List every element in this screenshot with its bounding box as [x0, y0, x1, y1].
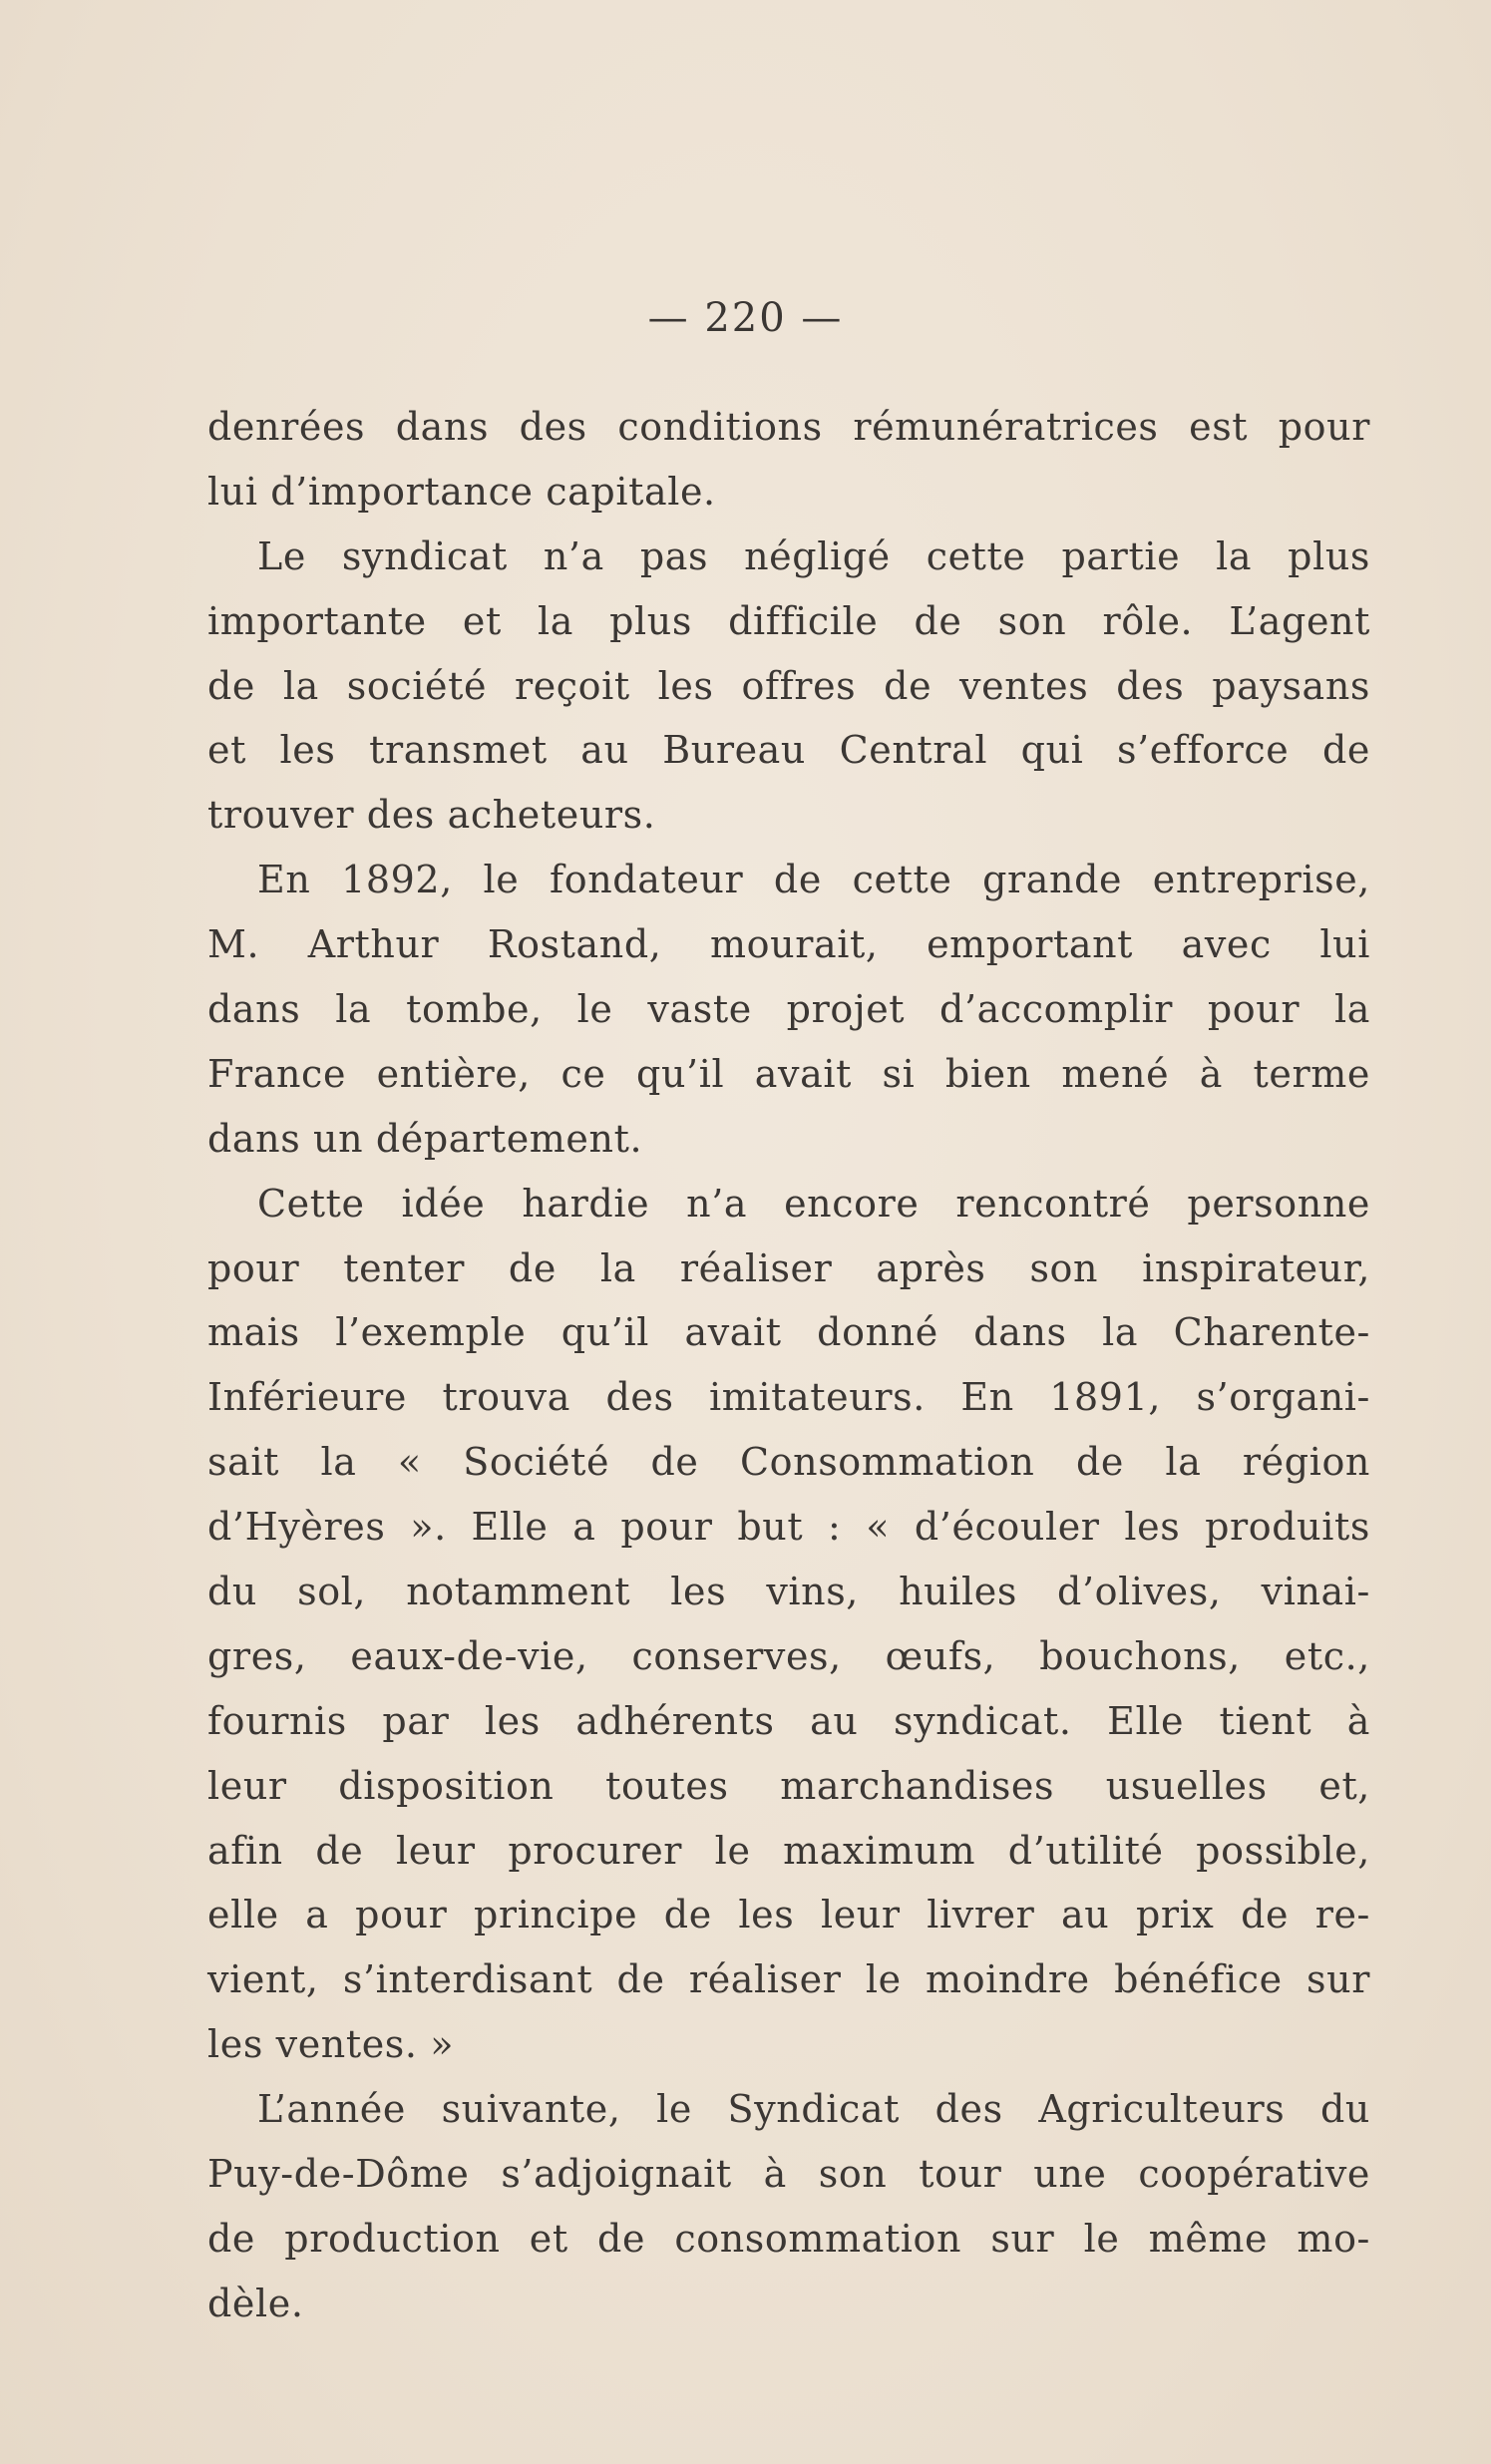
text-line: mais l’exemple qu’il avait donné dans la Charente-: [207, 1310, 1370, 1355]
text-line: dans un département.: [207, 1116, 643, 1161]
text-line: lui d’importance capitale.: [207, 469, 716, 514]
text-line: de production et de consommation sur le même mo-: [207, 2216, 1370, 2261]
text-line: En 1892, le fondateur de cette grande entreprise,: [257, 858, 1370, 902]
text-line: leur disposition toutes marchandises usuelles et,: [207, 1763, 1370, 1808]
text-line: Inférieure trouva des imitateurs. En 1891, s’organi-: [207, 1375, 1370, 1420]
text-line: dans la tombe, le vaste projet d’accomplir pour la: [207, 987, 1370, 1032]
text-line: d’Hyères ». Elle a pour but : « d’écouler les produits: [207, 1505, 1370, 1550]
text-line: dèle.: [207, 2281, 304, 2325]
text-line: Le syndicat n’a pas négligé cette partie la plus: [257, 533, 1370, 578]
text-line: vient, s’interdisant de réaliser le moindre bénéfice sur: [207, 1957, 1370, 2002]
text-line: du sol, notamment les vins, huiles d’olives, vinai-: [207, 1570, 1370, 1614]
text-line: fournis par les adhérents au syndicat. Elle tient à: [207, 1698, 1370, 1743]
text-line: afin de leur procurer le maximum d’utilité possible,: [207, 1828, 1370, 1873]
text-line: Puy-de-Dôme s’adjoignait à son tour une coopérative: [207, 2152, 1370, 2197]
text-line: trouver des acheteurs.: [207, 793, 656, 838]
text-line: France entière, ce qu’il avait si bien mené à terme: [207, 1051, 1370, 1096]
text-line: et les transmet au Bureau Central qui s’efforce de: [207, 728, 1370, 773]
text-line: les ventes. »: [207, 2022, 455, 2067]
text-line: M. Arthur Rostand, mourait, emportant avec lui: [207, 922, 1370, 967]
text-line: L’année suivante, le Syndicat des Agriculteurs du: [257, 2087, 1370, 2132]
text-line: denrées dans des conditions rémunératrices est pour: [207, 405, 1370, 449]
text-line: sait la « Société de Consommation de la région: [207, 1440, 1370, 1485]
text-line: importante et la plus difficile de son rôle. L’agent: [207, 598, 1370, 643]
text-line: Cette idée hardie n’a encore rencontré personne: [257, 1181, 1370, 1226]
body-text: [207, 395, 1370, 2336]
text-line: gres, eaux-de-vie, conserves, œufs, bouchons, etc.,: [207, 1633, 1370, 1678]
text-line: de la société reçoit les offres de ventes des paysans: [207, 663, 1370, 708]
text-line: elle a pour principe de les leur livrer au prix de re-: [207, 1893, 1370, 1937]
text-line: pour tenter de la réaliser après son inspirateur,: [207, 1245, 1370, 1290]
page-number: — 220 —: [647, 295, 844, 341]
